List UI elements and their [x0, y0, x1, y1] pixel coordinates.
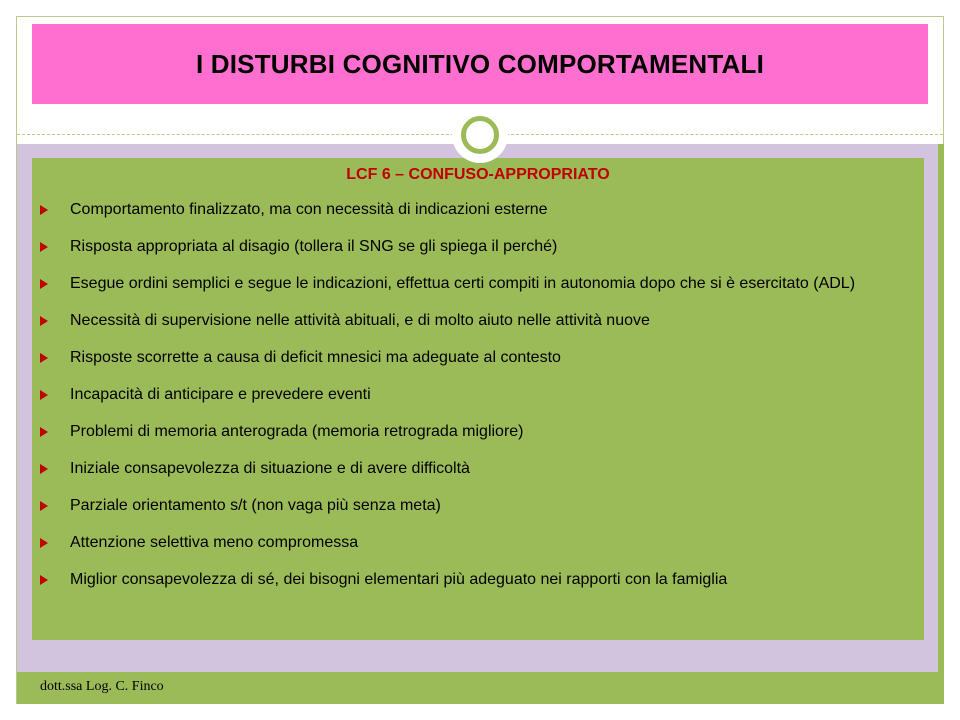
- list-item-text: Esegue ordini semplici e segue le indicazioni, effettua certi compiti in autonomia dopo che si è esercitato (ADL): [70, 275, 856, 292]
- ring-icon: [452, 107, 508, 163]
- list-item: [40, 529, 908, 556]
- arrow-bullet-icon: [40, 205, 48, 215]
- list-item-text: Risposte scorrette a causa di deficit mnesici ma adeguate al contesto: [70, 349, 561, 366]
- list-item-text: Miglior consapevolezza di sé, dei bisogni elementari più adeguato nei rapporti con la famiglia: [70, 571, 728, 588]
- list-item: [40, 233, 908, 260]
- arrow-bullet-icon: [40, 427, 48, 437]
- list-item: [40, 455, 908, 482]
- list-item-text: Incapacità di anticipare e prevedere eventi: [70, 386, 371, 403]
- arrow-bullet-icon: [40, 279, 48, 289]
- list-item-text: Problemi di memoria anterograda (memoria retrograda migliore): [70, 423, 524, 440]
- bullet-list: [40, 196, 908, 603]
- list-item: [40, 196, 908, 223]
- arrow-bullet-icon: [40, 501, 48, 511]
- arrow-bullet-icon: [40, 316, 48, 326]
- list-item-text: Attenzione selettiva meno compromessa: [70, 534, 359, 551]
- title-bar: [32, 24, 928, 104]
- list-item: [40, 270, 908, 297]
- arrow-bullet-icon: [40, 464, 48, 474]
- list-item-text: Iniziale consapevolezza di situazione e di avere difficoltà: [70, 460, 470, 477]
- list-item: [40, 344, 908, 371]
- arrow-bullet-icon: [40, 390, 48, 400]
- arrow-bullet-icon: [40, 538, 48, 548]
- list-item: [40, 566, 908, 593]
- section-heading: LCF 6 – CONFUSO-APPROPRIATO: [346, 166, 610, 183]
- arrow-bullet-icon: [40, 575, 48, 585]
- list-item-text: Comportamento finalizzato, ma con necessità di indicazioni esterne: [70, 201, 548, 218]
- list-item: [40, 381, 908, 408]
- footer-author: dott.ssa Log. C. Finco: [40, 679, 164, 694]
- ring-inner-circle: [461, 116, 499, 154]
- slide-title: I DISTURBI COGNITIVO COMPORTAMENTALI: [195, 48, 765, 79]
- list-item-text: Risposta appropriata al disagio (tollera il SNG se gli spiega il perché): [70, 238, 558, 255]
- list-item: [40, 492, 908, 519]
- list-item-text: Necessità di supervisione nelle attività abituali, e di molto aiuto nelle attività nuove: [70, 312, 650, 329]
- arrow-bullet-icon: [40, 242, 48, 252]
- list-item: [40, 418, 908, 445]
- list-item: [40, 307, 908, 334]
- side-accent-band: [938, 144, 944, 704]
- arrow-bullet-icon: [40, 353, 48, 363]
- list-item-text: Parziale orientamento s/t (non vaga più senza meta): [70, 497, 441, 514]
